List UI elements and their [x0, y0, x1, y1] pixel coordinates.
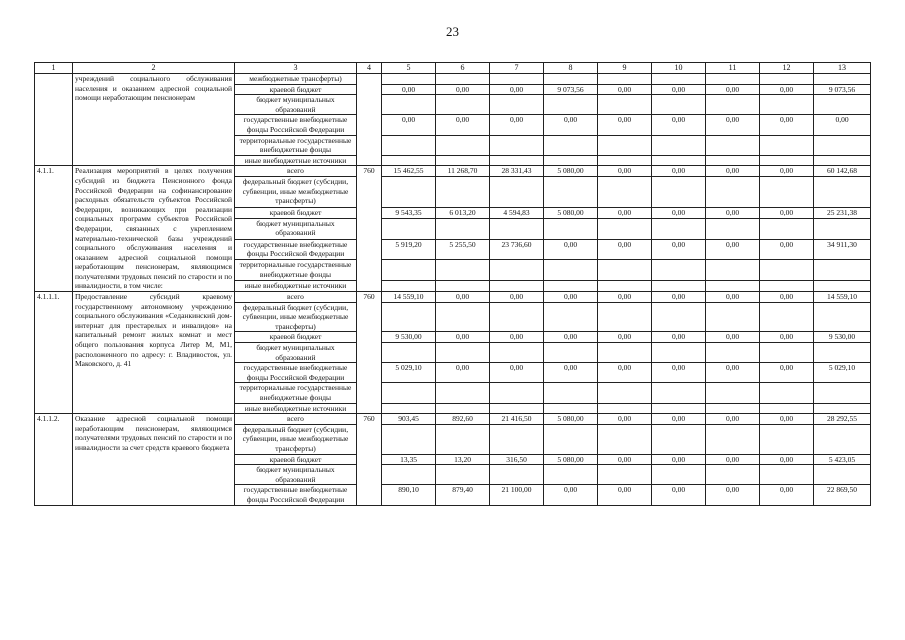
amount-cell — [436, 95, 490, 115]
column-number-header: 5 — [382, 63, 436, 74]
amount-cell: 0,00 — [652, 363, 706, 383]
budget-code: 760 — [357, 292, 382, 414]
funding-source: федеральный бюджет (субсидии, субвенции, иные межбюджетные трансферты) — [235, 302, 357, 332]
amount-cell: 0,00 — [706, 207, 760, 218]
amount-cell — [544, 218, 598, 239]
amount-cell: 0,00 — [652, 485, 706, 505]
amount-cell — [382, 403, 436, 414]
amount-cell: 0,00 — [760, 485, 814, 505]
amount-cell: 0,00 — [706, 332, 760, 343]
amount-cell: 5 255,50 — [436, 239, 490, 260]
column-number-header: 1 — [35, 63, 73, 74]
amount-cell: 0,00 — [382, 84, 436, 95]
amount-cell: 0,00 — [544, 292, 598, 303]
amount-cell — [598, 424, 652, 454]
amount-cell: 0,00 — [598, 166, 652, 177]
item-description: учреждений социального обслуживания населения и оказанием адресной социальной помощи неработающим пенсионерам — [73, 74, 235, 166]
amount-cell: 0,00 — [706, 239, 760, 260]
amount-cell — [382, 343, 436, 363]
amount-cell: 0,00 — [598, 207, 652, 218]
amount-cell: 0,00 — [544, 363, 598, 383]
amount-cell — [760, 465, 814, 485]
amount-cell: 0,00 — [436, 84, 490, 95]
amount-cell — [436, 424, 490, 454]
amount-cell — [490, 155, 544, 166]
amount-cell: 0,00 — [760, 414, 814, 425]
amount-cell — [760, 424, 814, 454]
amount-cell: 0,00 — [706, 454, 760, 465]
amount-cell — [490, 465, 544, 485]
total-cell: 60 142,68 — [814, 166, 871, 177]
column-number-header: 10 — [652, 63, 706, 74]
amount-cell — [598, 135, 652, 155]
funding-source: бюджет муниципальных образований — [235, 218, 357, 239]
funding-source: краевой бюджет — [235, 332, 357, 343]
amount-cell — [436, 383, 490, 403]
amount-cell — [652, 155, 706, 166]
amount-cell — [490, 95, 544, 115]
amount-cell — [544, 177, 598, 208]
amount-cell: 23 736,60 — [490, 239, 544, 260]
funding-source: иные внебюджетные источники — [235, 403, 357, 414]
budget-code: 760 — [357, 414, 382, 505]
amount-cell: 28 331,43 — [490, 166, 544, 177]
amount-cell — [598, 465, 652, 485]
amount-cell — [436, 403, 490, 414]
amount-cell: 0,00 — [490, 84, 544, 95]
amount-cell — [490, 218, 544, 239]
amount-cell — [652, 424, 706, 454]
amount-cell: 892,60 — [436, 414, 490, 425]
column-number-header: 8 — [544, 63, 598, 74]
funding-source: бюджет муниципальных образований — [235, 95, 357, 115]
funding-source: краевой бюджет — [235, 84, 357, 95]
amount-cell — [382, 260, 436, 281]
column-number-header: 6 — [436, 63, 490, 74]
total-cell — [814, 424, 871, 454]
amount-cell: 0,00 — [760, 292, 814, 303]
column-number-header: 7 — [490, 63, 544, 74]
amount-cell — [760, 135, 814, 155]
amount-cell — [382, 281, 436, 292]
total-cell — [814, 74, 871, 85]
amount-cell — [436, 135, 490, 155]
funding-source: территориальные государственные внебюджетные фонды — [235, 135, 357, 155]
amount-cell — [382, 218, 436, 239]
total-cell — [814, 343, 871, 363]
amount-cell: 0,00 — [490, 292, 544, 303]
item-number: 4.1.1.2. — [35, 414, 73, 505]
budget-table — [34, 62, 871, 506]
amount-cell — [544, 95, 598, 115]
amount-cell — [544, 343, 598, 363]
funding-source: бюджет муниципальных образований — [235, 465, 357, 485]
amount-cell: 0,00 — [544, 332, 598, 343]
amount-cell — [382, 424, 436, 454]
amount-cell — [436, 281, 490, 292]
amount-cell — [490, 403, 544, 414]
amount-cell: 0,00 — [436, 292, 490, 303]
amount-cell — [544, 155, 598, 166]
amount-cell — [544, 302, 598, 332]
amount-cell — [382, 177, 436, 208]
budget-code — [357, 74, 382, 166]
column-number-header: 13 — [814, 63, 871, 74]
funding-source: государственные внебюджетные фонды Российской Федерации — [235, 115, 357, 135]
amount-cell: 0,00 — [436, 115, 490, 135]
amount-cell — [760, 177, 814, 208]
amount-cell — [760, 74, 814, 85]
amount-cell — [544, 135, 598, 155]
amount-cell — [652, 74, 706, 85]
amount-cell — [382, 95, 436, 115]
amount-cell — [436, 155, 490, 166]
funding-source: государственные внебюджетные фонды Российской Федерации — [235, 239, 357, 260]
amount-cell: 21 100,00 — [490, 485, 544, 505]
amount-cell: 13,35 — [382, 454, 436, 465]
amount-cell — [706, 281, 760, 292]
funding-source: бюджет муниципальных образований — [235, 343, 357, 363]
item-description: Реализация мероприятий в целях получения субсидий из бюджета Пенсионного фонда Российской Федерации на софинансирование расходных обязательств субъектов Российской Федерации, возникающих при реализации социальных программ субъектов Российской Федерации, связанных с укреплением материально-технической базы учреждений социального обслуживания населения и оказанием адресной социальной помощи неработающим пенсионерам, являющимся получателями трудовых пенсий по старости и по инвалидности, в том числе: — [73, 166, 235, 292]
amount-cell — [490, 260, 544, 281]
amount-cell — [760, 403, 814, 414]
amount-cell — [544, 281, 598, 292]
amount-cell — [490, 74, 544, 85]
amount-cell: 0,00 — [598, 115, 652, 135]
amount-cell — [760, 383, 814, 403]
item-description: Оказание адресной социальной помощи неработающим пенсионерам, являющимся получателями трудовых пенсий по старости и по инвалидности за счет средств краевого бюджета — [73, 414, 235, 505]
amount-cell — [706, 302, 760, 332]
funding-source: краевой бюджет — [235, 454, 357, 465]
amount-cell: 0,00 — [652, 414, 706, 425]
amount-cell — [382, 155, 436, 166]
amount-cell — [652, 218, 706, 239]
total-cell — [814, 260, 871, 281]
amount-cell: 0,00 — [598, 485, 652, 505]
amount-cell — [598, 302, 652, 332]
amount-cell — [544, 260, 598, 281]
amount-cell: 0,00 — [652, 292, 706, 303]
total-cell — [814, 403, 871, 414]
amount-cell — [598, 155, 652, 166]
funding-source: государственные внебюджетные фонды Российской Федерации — [235, 485, 357, 505]
total-cell — [814, 218, 871, 239]
amount-cell — [490, 281, 544, 292]
item-description: Предоставление субсидий краевому государственному автономному учреждению социального обслуживания «Седанкинский дом-интернат для престарелых и инвалидов» на капитальный ремонт жилых комнат и мест общего пользования корпуса Литер М, М1, расположенного по адресу: г. Владивосток, ул. Маковского, д. 41 — [73, 292, 235, 414]
amount-cell — [382, 302, 436, 332]
funding-source: иные внебюджетные источники — [235, 281, 357, 292]
amount-cell: 0,00 — [652, 207, 706, 218]
table-row — [35, 74, 871, 85]
amount-cell — [490, 302, 544, 332]
amount-cell — [382, 74, 436, 85]
total-cell: 9 073,56 — [814, 84, 871, 95]
amount-cell — [706, 155, 760, 166]
amount-cell — [598, 343, 652, 363]
total-cell — [814, 177, 871, 208]
total-cell — [814, 302, 871, 332]
total-cell: 25 231,38 — [814, 207, 871, 218]
amount-cell — [760, 343, 814, 363]
amount-cell: 890,10 — [382, 485, 436, 505]
item-number — [35, 74, 73, 166]
amount-cell: 0,00 — [652, 454, 706, 465]
amount-cell — [760, 155, 814, 166]
funding-source: иные внебюджетные источники — [235, 155, 357, 166]
amount-cell: 0,00 — [706, 485, 760, 505]
amount-cell — [760, 218, 814, 239]
amount-cell: 879,40 — [436, 485, 490, 505]
total-cell — [814, 95, 871, 115]
budget-code: 760 — [357, 166, 382, 292]
amount-cell — [760, 260, 814, 281]
amount-cell — [544, 465, 598, 485]
amount-cell — [436, 177, 490, 208]
column-number-header: 12 — [760, 63, 814, 74]
amount-cell: 9 073,56 — [544, 84, 598, 95]
amount-cell: 5 029,10 — [382, 363, 436, 383]
amount-cell — [652, 302, 706, 332]
amount-cell: 9 530,00 — [382, 332, 436, 343]
amount-cell — [706, 218, 760, 239]
amount-cell — [652, 383, 706, 403]
column-number-header: 2 — [73, 63, 235, 74]
amount-cell: 0,00 — [490, 363, 544, 383]
amount-cell: 0,00 — [598, 84, 652, 95]
amount-cell: 0,00 — [598, 414, 652, 425]
item-number: 4.1.1. — [35, 166, 73, 292]
column-number-header: 4 — [357, 63, 382, 74]
amount-cell: 0,00 — [598, 454, 652, 465]
amount-cell — [652, 465, 706, 485]
funding-source: межбюджетные трансферты) — [235, 74, 357, 85]
amount-cell — [760, 302, 814, 332]
item-number: 4.1.1.1. — [35, 292, 73, 414]
amount-cell — [706, 383, 760, 403]
amount-cell: 0,00 — [760, 332, 814, 343]
amount-cell — [652, 343, 706, 363]
amount-cell — [652, 95, 706, 115]
amount-cell — [598, 383, 652, 403]
total-cell: 14 559,10 — [814, 292, 871, 303]
amount-cell: 0,00 — [760, 207, 814, 218]
amount-cell: 0,00 — [706, 292, 760, 303]
amount-cell — [490, 383, 544, 403]
funding-source: территориальные государственные внебюджетные фонды — [235, 383, 357, 403]
total-cell: 0,00 — [814, 115, 871, 135]
amount-cell: 0,00 — [382, 115, 436, 135]
amount-cell: 14 559,10 — [382, 292, 436, 303]
amount-cell: 0,00 — [490, 115, 544, 135]
amount-cell — [652, 281, 706, 292]
total-cell: 5 423,05 — [814, 454, 871, 465]
amount-cell — [706, 95, 760, 115]
amount-cell: 5 080,00 — [544, 207, 598, 218]
amount-cell — [706, 135, 760, 155]
page-number: 23 — [446, 24, 459, 39]
table-row — [35, 292, 871, 303]
total-cell: 5 029,10 — [814, 363, 871, 383]
amount-cell — [490, 424, 544, 454]
amount-cell: 0,00 — [760, 454, 814, 465]
total-cell — [814, 383, 871, 403]
amount-cell — [436, 343, 490, 363]
amount-cell — [652, 260, 706, 281]
table-row — [35, 414, 871, 425]
funding-source: территориальные государственные внебюджетные фонды — [235, 260, 357, 281]
amount-cell — [382, 465, 436, 485]
amount-cell: 6 013,20 — [436, 207, 490, 218]
amount-cell: 0,00 — [598, 239, 652, 260]
funding-source: всего — [235, 414, 357, 425]
amount-cell — [436, 218, 490, 239]
amount-cell: 0,00 — [544, 485, 598, 505]
amount-cell — [598, 218, 652, 239]
amount-cell — [760, 281, 814, 292]
amount-cell: 0,00 — [652, 115, 706, 135]
amount-cell: 4 594,83 — [490, 207, 544, 218]
funding-source: всего — [235, 166, 357, 177]
total-cell: 28 292,55 — [814, 414, 871, 425]
amount-cell — [760, 95, 814, 115]
column-number-row — [35, 63, 871, 74]
amount-cell: 11 268,70 — [436, 166, 490, 177]
amount-cell: 0,00 — [760, 166, 814, 177]
amount-cell: 0,00 — [760, 239, 814, 260]
total-cell — [814, 465, 871, 485]
amount-cell — [706, 74, 760, 85]
amount-cell: 0,00 — [490, 332, 544, 343]
amount-cell: 0,00 — [652, 84, 706, 95]
amount-cell: 0,00 — [436, 332, 490, 343]
amount-cell — [706, 343, 760, 363]
amount-cell: 0,00 — [598, 292, 652, 303]
amount-cell — [598, 177, 652, 208]
amount-cell: 316,50 — [490, 454, 544, 465]
amount-cell — [544, 403, 598, 414]
amount-cell: 0,00 — [652, 239, 706, 260]
amount-cell — [490, 135, 544, 155]
amount-cell: 0,00 — [706, 84, 760, 95]
amount-cell: 5 919,20 — [382, 239, 436, 260]
amount-cell — [598, 74, 652, 85]
amount-cell: 13,20 — [436, 454, 490, 465]
amount-cell — [652, 135, 706, 155]
total-cell: 22 869,50 — [814, 485, 871, 505]
amount-cell: 0,00 — [652, 332, 706, 343]
amount-cell: 0,00 — [598, 332, 652, 343]
amount-cell — [544, 424, 598, 454]
amount-cell — [436, 74, 490, 85]
funding-source: федеральный бюджет (субсидии, субвенции, иные межбюджетные трансферты) — [235, 424, 357, 454]
total-cell: 34 911,30 — [814, 239, 871, 260]
amount-cell: 0,00 — [706, 363, 760, 383]
table-row — [35, 166, 871, 177]
amount-cell — [706, 424, 760, 454]
amount-cell: 0,00 — [706, 115, 760, 135]
amount-cell: 15 462,55 — [382, 166, 436, 177]
amount-cell — [436, 302, 490, 332]
amount-cell — [706, 260, 760, 281]
amount-cell: 21 416,50 — [490, 414, 544, 425]
column-number-header: 11 — [706, 63, 760, 74]
funding-source: всего — [235, 292, 357, 303]
amount-cell — [598, 260, 652, 281]
amount-cell: 9 543,35 — [382, 207, 436, 218]
amount-cell — [436, 260, 490, 281]
total-cell: 9 530,00 — [814, 332, 871, 343]
funding-source: федеральный бюджет (субсидии, субвенции, иные межбюджетные трансферты) — [235, 177, 357, 208]
amount-cell: 0,00 — [760, 115, 814, 135]
amount-cell: 903,45 — [382, 414, 436, 425]
amount-cell — [652, 403, 706, 414]
amount-cell: 0,00 — [706, 414, 760, 425]
amount-cell: 0,00 — [652, 166, 706, 177]
total-cell — [814, 155, 871, 166]
amount-cell: 0,00 — [544, 115, 598, 135]
amount-cell — [544, 383, 598, 403]
amount-cell — [382, 383, 436, 403]
amount-cell: 0,00 — [598, 363, 652, 383]
amount-cell — [382, 135, 436, 155]
amount-cell: 0,00 — [760, 363, 814, 383]
column-number-header: 9 — [598, 63, 652, 74]
amount-cell — [436, 465, 490, 485]
amount-cell: 0,00 — [436, 363, 490, 383]
amount-cell — [598, 281, 652, 292]
funding-source: краевой бюджет — [235, 207, 357, 218]
amount-cell — [652, 177, 706, 208]
amount-cell — [706, 403, 760, 414]
amount-cell: 0,00 — [544, 239, 598, 260]
amount-cell: 5 080,00 — [544, 454, 598, 465]
column-number-header: 3 — [235, 63, 357, 74]
amount-cell — [706, 177, 760, 208]
total-cell — [814, 281, 871, 292]
amount-cell — [490, 177, 544, 208]
amount-cell — [598, 403, 652, 414]
total-cell — [814, 135, 871, 155]
amount-cell — [706, 465, 760, 485]
amount-cell: 5 080,00 — [544, 166, 598, 177]
funding-source: государственные внебюджетные фонды Российской Федерации — [235, 363, 357, 383]
amount-cell: 0,00 — [706, 166, 760, 177]
amount-cell: 5 080,00 — [544, 414, 598, 425]
amount-cell — [544, 74, 598, 85]
amount-cell — [598, 95, 652, 115]
amount-cell: 0,00 — [760, 84, 814, 95]
amount-cell — [490, 343, 544, 363]
